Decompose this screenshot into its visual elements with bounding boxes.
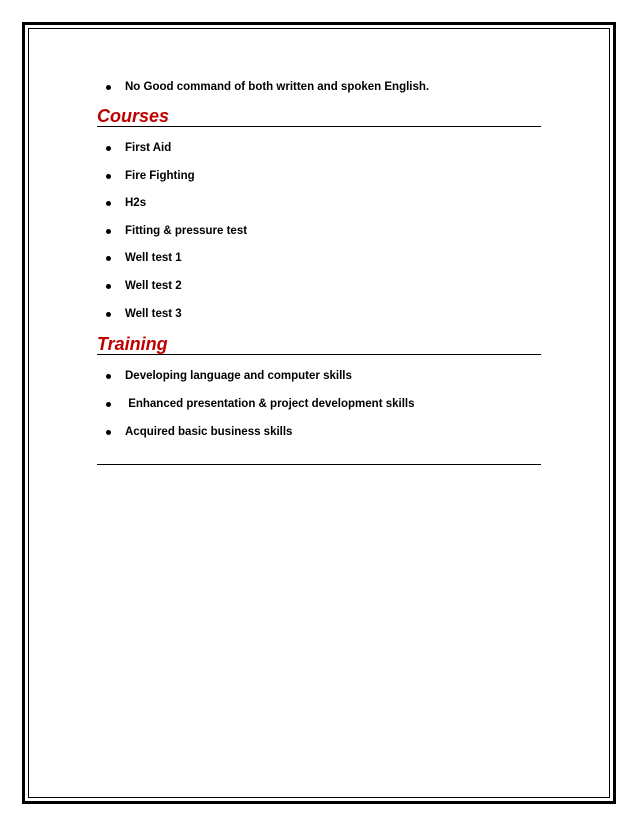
training-heading: Training xyxy=(97,334,168,354)
bullet-icon xyxy=(106,174,111,179)
course-item-text: First Aid xyxy=(125,142,172,154)
bullet-icon xyxy=(106,430,111,435)
training-item-text: Acquired basic business skills xyxy=(125,426,293,438)
page-border-inner xyxy=(28,28,610,798)
course-item-text: Fitting & pressure test xyxy=(125,225,248,237)
course-item-text: H2s xyxy=(125,197,147,209)
bullet-icon xyxy=(106,85,111,90)
training-underline xyxy=(97,354,541,355)
training-item-text: Enhanced presentation & project development skills xyxy=(125,398,415,410)
bullet-icon xyxy=(106,229,111,234)
course-item-text: Fire Fighting xyxy=(125,170,195,182)
bullet-icon xyxy=(106,201,111,206)
section-divider xyxy=(97,464,541,465)
course-item-text: Well test 2 xyxy=(125,280,182,292)
courses-heading: Courses xyxy=(97,106,170,126)
bullet-icon xyxy=(106,284,111,289)
bullet-icon xyxy=(106,146,111,151)
courses-underline xyxy=(97,126,541,127)
list-item-text: No Good command of both written and spoken English. xyxy=(125,81,430,93)
course-item-text: Well test 1 xyxy=(125,252,182,264)
bullet-icon xyxy=(106,312,111,317)
course-item-text: Well test 3 xyxy=(125,308,182,320)
bullet-icon xyxy=(106,402,111,407)
bullet-icon xyxy=(106,374,111,379)
bullet-icon xyxy=(106,256,111,261)
training-item-text: Developing language and computer skills xyxy=(125,370,352,382)
